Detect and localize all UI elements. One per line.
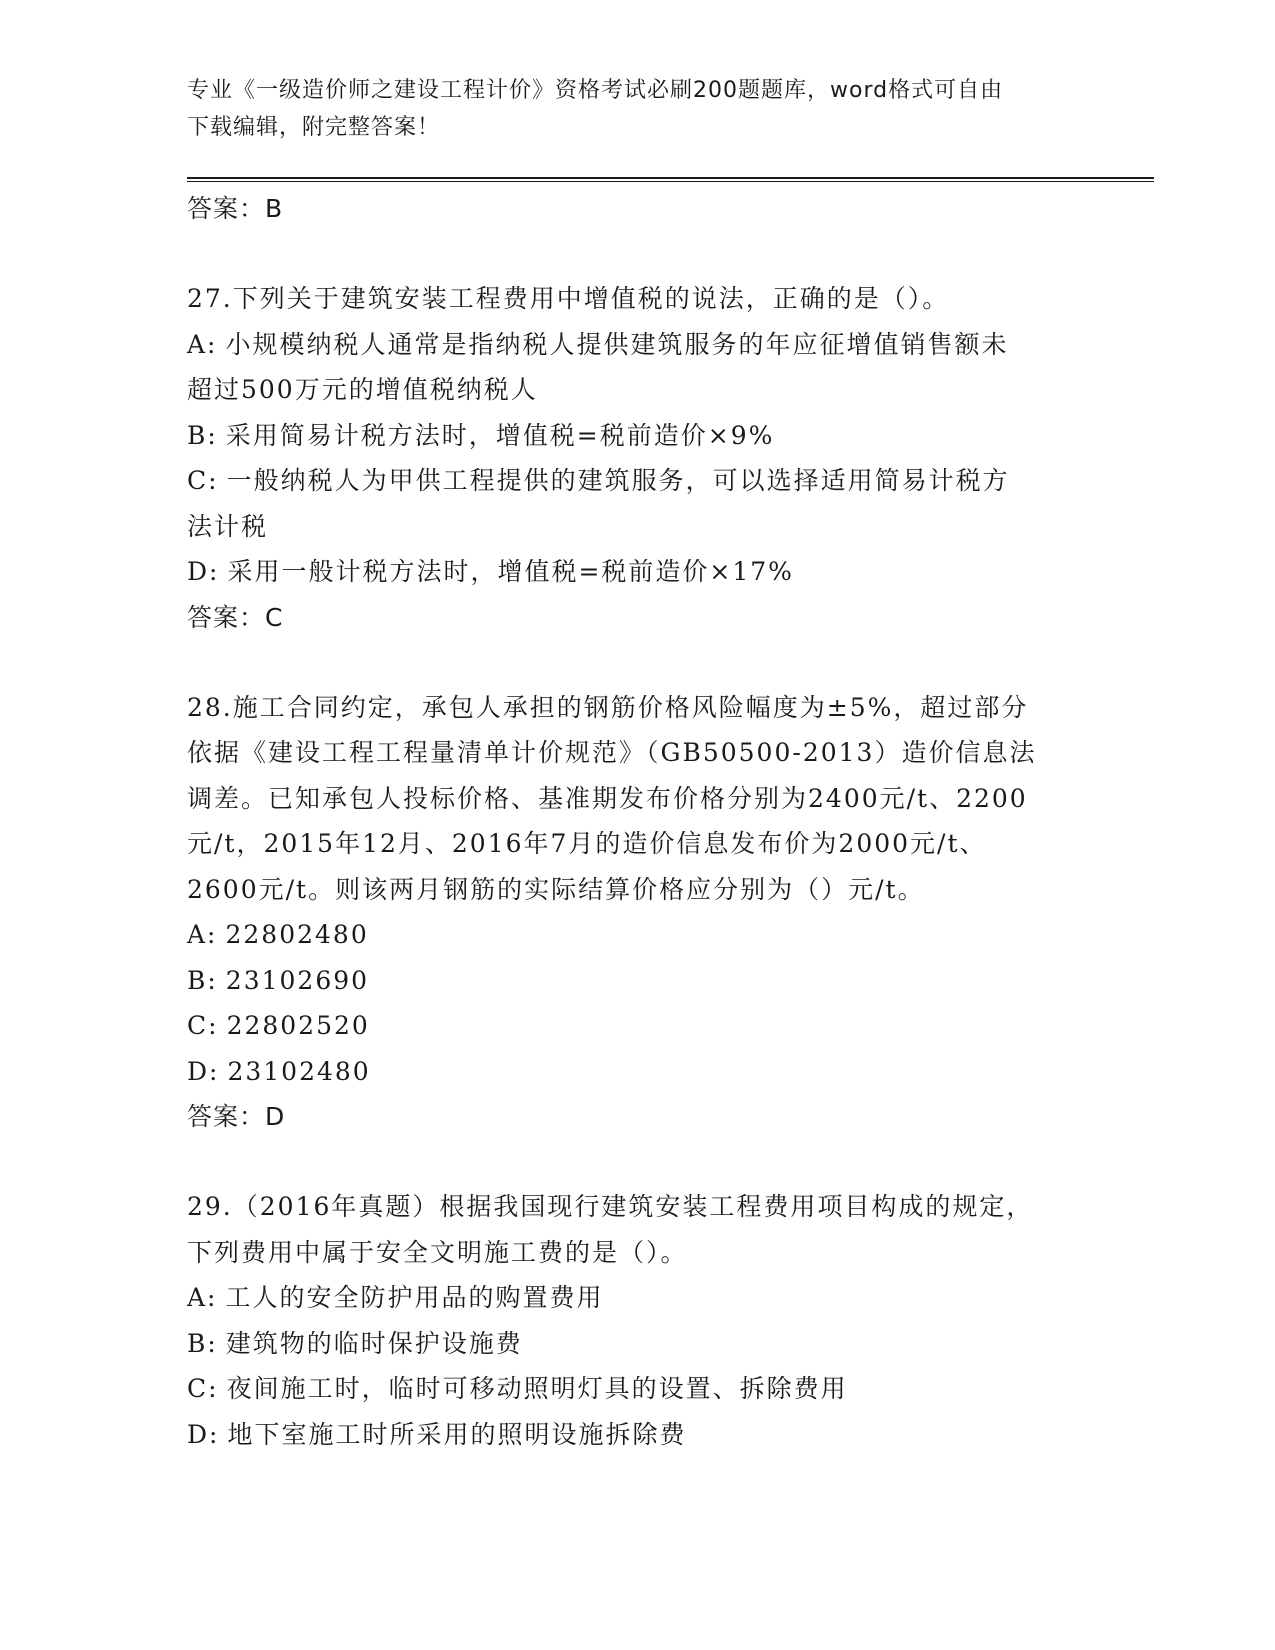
option-line [187, 322, 1087, 368]
option-line [187, 1003, 1087, 1049]
option-text: 采用一般计税方法时，增值税=税前造价×17% [227, 557, 794, 586]
option-line [187, 1321, 1087, 1367]
option-text: 23102480 [227, 1056, 371, 1086]
option-line [187, 1412, 1087, 1458]
header-line-2: 下载编辑，附完整答案！ [187, 115, 441, 140]
document-header [187, 72, 1087, 146]
question-stem-line: 27.下列关于建筑安装工程费用中增值税的说法，正确的是（）。 [187, 284, 950, 313]
option-line [187, 549, 1087, 595]
option-prefix: B: [187, 965, 218, 995]
option-prefix: A: [187, 920, 218, 949]
option-text: 建筑物的临时保护设施费 [225, 1328, 523, 1358]
question-stem-line: 元/t，2015年12月、2016年7月的造价信息发布价为2000元/t、 [187, 829, 987, 858]
option-line [187, 912, 1087, 958]
option-line [187, 458, 1087, 504]
option-prefix: D: [187, 557, 220, 586]
header-divider [187, 177, 1154, 182]
option-prefix: D: [187, 1056, 220, 1086]
option-text: 夜间施工时，临时可移动照明灯具的设置、拆除费用 [226, 1374, 848, 1403]
option-line [187, 367, 1087, 413]
option-line [187, 504, 1087, 550]
option-line [187, 1366, 1087, 1412]
question-block [187, 1184, 1087, 1457]
question-stem-line: 28.施工合同约定，承包人承担的钢筋价格风险幅度为±5%，超过部分 [187, 692, 1029, 722]
option-line [187, 1049, 1087, 1095]
option-line [187, 413, 1087, 459]
option-text: 工人的安全防护用品的购置费用 [225, 1283, 604, 1312]
option-text: 22802520 [226, 1011, 370, 1040]
question-stem-line: 调差。已知承包人投标价格、基准期发布价格分别为2400元/t、2200 [187, 783, 1028, 813]
question-block [187, 685, 1087, 1140]
option-prefix: A: [187, 329, 218, 359]
option-prefix: C: [187, 1374, 219, 1403]
option-prefix: C: [187, 466, 219, 495]
question-stem-line: 下列费用中属于安全文明施工费的是（）。 [187, 1237, 688, 1267]
option-text: 地下室施工时所采用的照明设施拆除费 [227, 1419, 687, 1449]
question-stem-line: 依据《建设工程工程量清单计价规范》（GB50500-2013）造价信息法 [187, 738, 1037, 767]
option-text: 采用简易计税方法时，增值税=税前造价×9% [225, 420, 775, 450]
option-text: 法计税 [187, 511, 269, 541]
answer-line: 答案：B [187, 194, 284, 223]
option-prefix: C: [187, 1011, 219, 1040]
question-stem-line: 29.（2016年真题）根据我国现行建筑安装工程费用项目构成的规定， [187, 1192, 1034, 1221]
option-text: 一般纳税人为甲供工程提供的建筑服务，可以选择适用简易计税方 [226, 466, 1010, 495]
question-list [187, 276, 1087, 1457]
question-block [187, 276, 1087, 640]
option-text: 超过500万元的增值税纳税人 [187, 375, 538, 404]
option-text: 小规模纳税人通常是指纳税人提供建筑服务的年应征增值销售额未 [225, 329, 1009, 359]
option-prefix: A: [187, 1283, 218, 1312]
answer-line: 答案：D [187, 1102, 286, 1131]
answer-line: 答案：C [187, 602, 284, 632]
document-body [187, 186, 1087, 1457]
header-line-1: 专业《一级造价师之建设工程计价》资格考试必刷200题题库，word格式可自由 [187, 78, 1004, 103]
option-line [187, 1275, 1087, 1321]
option-line [187, 958, 1087, 1004]
question-stem-line: 2600元/t。则该两月钢筋的实际结算价格应分别为（）元/t。 [187, 874, 925, 904]
option-prefix: B: [187, 1328, 218, 1358]
option-text: 22802480 [225, 920, 369, 949]
option-prefix: B: [187, 420, 218, 450]
option-text: 23102690 [225, 965, 370, 995]
option-prefix: D: [187, 1419, 220, 1449]
